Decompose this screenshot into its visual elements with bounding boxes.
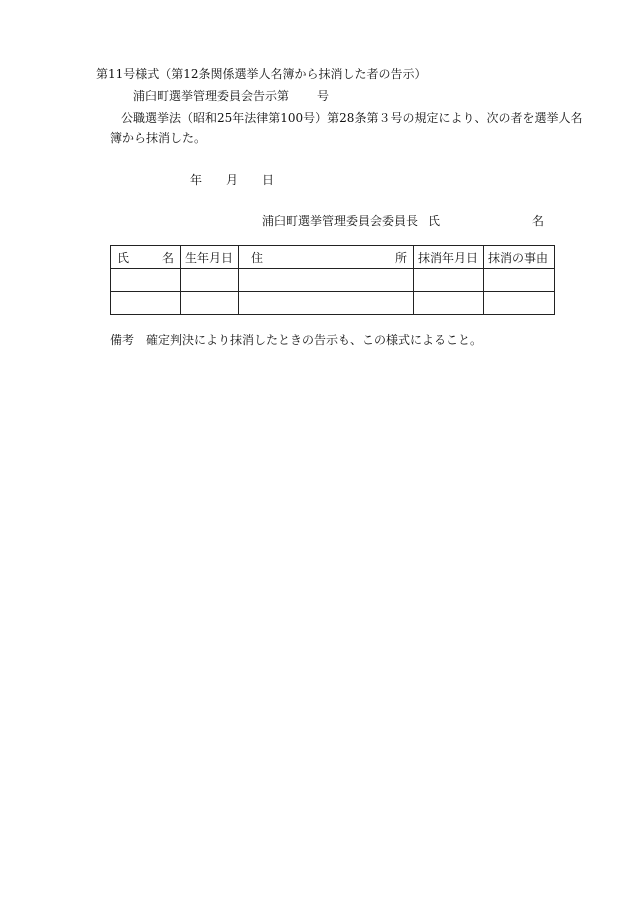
date-day: 日 xyxy=(262,173,275,187)
header-address xyxy=(239,246,414,269)
table-cell xyxy=(181,292,239,315)
table-cell xyxy=(239,269,414,292)
remarks-text: 確定判決により抹消したときの告示も、この様式によること。 xyxy=(146,333,483,347)
date-line xyxy=(190,172,274,188)
remarks-line xyxy=(110,332,482,348)
header-birthdate: 生年月日 xyxy=(181,246,239,269)
header-address-right: 所 xyxy=(394,250,407,265)
table-cell xyxy=(484,269,555,292)
form-title: 第11号様式（第12条関係選挙人名簿から抹消した者の告示） xyxy=(96,67,427,81)
header-name xyxy=(111,246,181,269)
table-cell xyxy=(239,292,414,315)
header-name-right: 名 xyxy=(161,250,174,265)
table-cell xyxy=(181,269,239,292)
signer-name-right: 名 xyxy=(532,214,545,228)
table-cell xyxy=(111,292,181,315)
signer-name-left: 氏 xyxy=(428,214,441,228)
table-cell xyxy=(414,292,484,315)
signer-line xyxy=(262,213,544,229)
header-address-left: 住 xyxy=(251,250,264,265)
notice-number-line xyxy=(133,88,329,104)
notice-suffix: 号 xyxy=(317,89,330,103)
date-month: 月 xyxy=(226,173,239,187)
body-text-line-2: 簿から抹消した。 xyxy=(110,131,207,145)
date-year: 年 xyxy=(190,173,203,187)
notice-prefix: 浦臼町選挙管理委員会告示第 xyxy=(133,89,290,103)
table-cell xyxy=(414,269,484,292)
body-text-line-1: 公職選挙法（昭和25年法律第100号）第28条第３号の規定により、次の者を選挙人名 xyxy=(121,111,583,125)
table-cell xyxy=(111,269,181,292)
table-row xyxy=(111,292,555,315)
header-removal-reason: 抹消の事由 xyxy=(484,246,555,269)
removed-voters-table xyxy=(110,245,555,315)
header-name-left: 氏 xyxy=(117,250,130,265)
table-cell xyxy=(484,292,555,315)
table-header-row xyxy=(111,246,555,269)
remarks-label: 備考 xyxy=(110,333,135,347)
header-removal-date: 抹消年月日 xyxy=(414,246,484,269)
signer-title: 浦臼町選挙管理委員会委員長 xyxy=(262,214,419,228)
table-row xyxy=(111,269,555,292)
